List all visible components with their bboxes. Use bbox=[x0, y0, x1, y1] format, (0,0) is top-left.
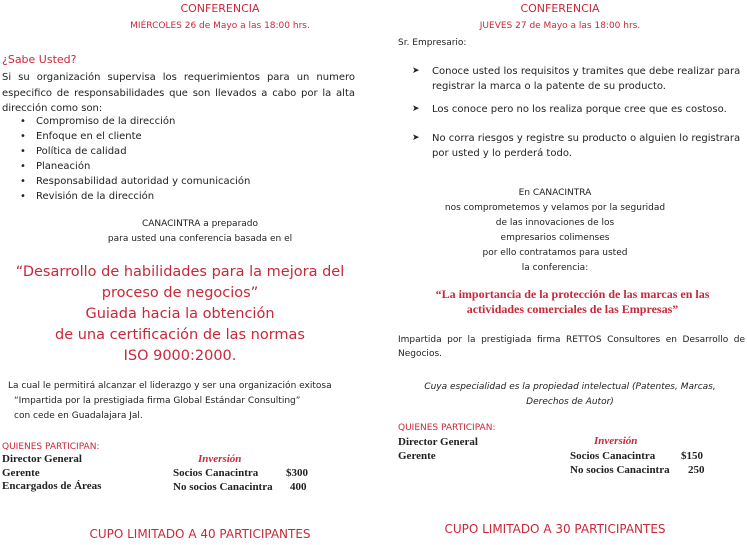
right-participants bbox=[398, 435, 478, 463]
left-participants-label: QUIENES PARTICIPAN: bbox=[2, 442, 100, 452]
right-cupo: CUPO LIMITADO A 30 PARTICIPANTES bbox=[444, 522, 666, 536]
participant: Gerente bbox=[398, 450, 436, 462]
left-date: MIÉRCOLES 26 de Mayo a las 18:00 hrs. bbox=[130, 21, 310, 31]
right-investment-label: Inversión bbox=[594, 435, 638, 447]
participant: Director General bbox=[398, 436, 478, 448]
commitment-line: la conferencia: bbox=[521, 263, 589, 273]
commitment-line: por ello contratamos para usted bbox=[482, 248, 628, 258]
left-intro: Si su organización supervisa los requerimientos para un numero especifico de responsabilidades que son llevados a cabo por la alta dirección como son: bbox=[2, 72, 355, 114]
right-heading: CONFERENCIA bbox=[520, 2, 600, 15]
list-item: • Política de calidad bbox=[20, 146, 127, 157]
list-item: ➤ No corra riesgos y registre su producto o alguien lo registrara por usted y lo perderá todo. bbox=[412, 133, 741, 159]
arrow-right-icon: ➤ bbox=[412, 133, 420, 143]
list-item: ➤ Conoce usted los requisitos y tramites que debe realizar para registrar la marca o la patente de su producto. bbox=[412, 66, 741, 92]
title-line: de una certificación de las normas bbox=[55, 327, 305, 343]
left-heading: CONFERENCIA bbox=[180, 2, 260, 15]
left-bullet-list bbox=[18, 114, 318, 204]
participant: Director General bbox=[2, 453, 82, 465]
right-arrow-list bbox=[410, 64, 745, 161]
list-item: • Revisión de la dirección bbox=[20, 191, 155, 202]
title-line: ISO 9000:2000. bbox=[123, 348, 237, 364]
title-line: Guiada hacia la obtención bbox=[85, 306, 275, 322]
right-commitment bbox=[430, 186, 680, 276]
participant: Gerente bbox=[2, 466, 40, 479]
title-line: proceso de negocios” bbox=[101, 285, 259, 301]
price-row: Socios Canacintra $150 bbox=[570, 450, 703, 462]
left-closing-line3: con cede en Guadalajara Jal. bbox=[14, 411, 143, 421]
specialty-line: Derechos de Autor) bbox=[526, 396, 614, 407]
bullet-icon: • bbox=[20, 146, 26, 157]
bullet-icon: • bbox=[20, 176, 26, 187]
price-row: Socios Canacintra $300 bbox=[173, 467, 308, 479]
right-date: JUEVES 27 de Mayo a las 18:00 hrs. bbox=[479, 21, 641, 31]
arrow-right-icon: ➤ bbox=[412, 104, 420, 114]
left-investment-label: Inversión bbox=[198, 453, 242, 465]
left-participants bbox=[2, 453, 101, 494]
left-closing-line2: “Impartida por la prestigiada firma Global Estándar Consulting” bbox=[14, 396, 301, 406]
list-item: • Planeación bbox=[20, 161, 91, 172]
left-prices bbox=[173, 467, 343, 494]
bullet-icon: • bbox=[20, 161, 26, 172]
commitment-line: empresarios colimenses bbox=[500, 233, 610, 243]
left-closing-line1: La cual le permitirá alcanzar el liderazgo y ser una organización exitosa bbox=[8, 381, 332, 391]
title-line: “Desarrollo de habilidades para la mejora del bbox=[15, 264, 345, 280]
left-prepared-line2: para usted una conferencia basada en el bbox=[107, 234, 293, 244]
left-cupo: CUPO LIMITADO A 40 PARTICIPANTES bbox=[89, 527, 311, 541]
left-prepared-line1: CANACINTRA a preparado bbox=[141, 219, 259, 229]
bullet-icon: • bbox=[20, 116, 26, 127]
price-row: No socios Canacintra 250 bbox=[570, 464, 705, 476]
commitment-line: En CANACINTRA bbox=[518, 188, 592, 198]
right-conference-title bbox=[400, 287, 745, 317]
title-line: actividades comerciales de las Empresas” bbox=[466, 302, 679, 316]
commitment-line: de las innovaciones de los bbox=[495, 218, 615, 228]
right-prices bbox=[570, 449, 740, 477]
list-item: ➤ Los conoce pero no los realiza porque cree que es costoso. bbox=[412, 104, 727, 115]
right-participants-label: QUIENES PARTICIPAN: bbox=[398, 423, 496, 433]
title-line: “La importancia de la protección de las marcas en las bbox=[435, 287, 710, 301]
price-row: No socios Canacintra 400 bbox=[173, 480, 307, 493]
right-specialty bbox=[400, 380, 740, 409]
list-item: • Enfoque en el cliente bbox=[20, 131, 142, 142]
bullet-icon: • bbox=[20, 191, 26, 202]
right-salutation: Sr. Empresario: bbox=[398, 38, 467, 48]
left-conference-title bbox=[0, 262, 360, 367]
arrow-right-icon: ➤ bbox=[412, 66, 420, 76]
specialty-line: Cuya especialidad es la propiedad intelectual (Patentes, Marcas, bbox=[424, 382, 716, 392]
commitment-line: nos comprometemos y velamos por la seguridad bbox=[444, 203, 666, 213]
participant: Encargados de Áreas bbox=[2, 480, 102, 492]
list-item: • Compromiso de la dirección bbox=[20, 116, 176, 127]
bullet-icon: • bbox=[20, 131, 26, 142]
right-imparted: Impartida por la prestigiada firma RETTOS Consultores en Desarrollo de Negocios. bbox=[398, 335, 745, 359]
left-question: ¿Sabe Usted? bbox=[2, 53, 77, 66]
list-item: • Responsabilidad autoridad y comunicación bbox=[20, 176, 251, 187]
